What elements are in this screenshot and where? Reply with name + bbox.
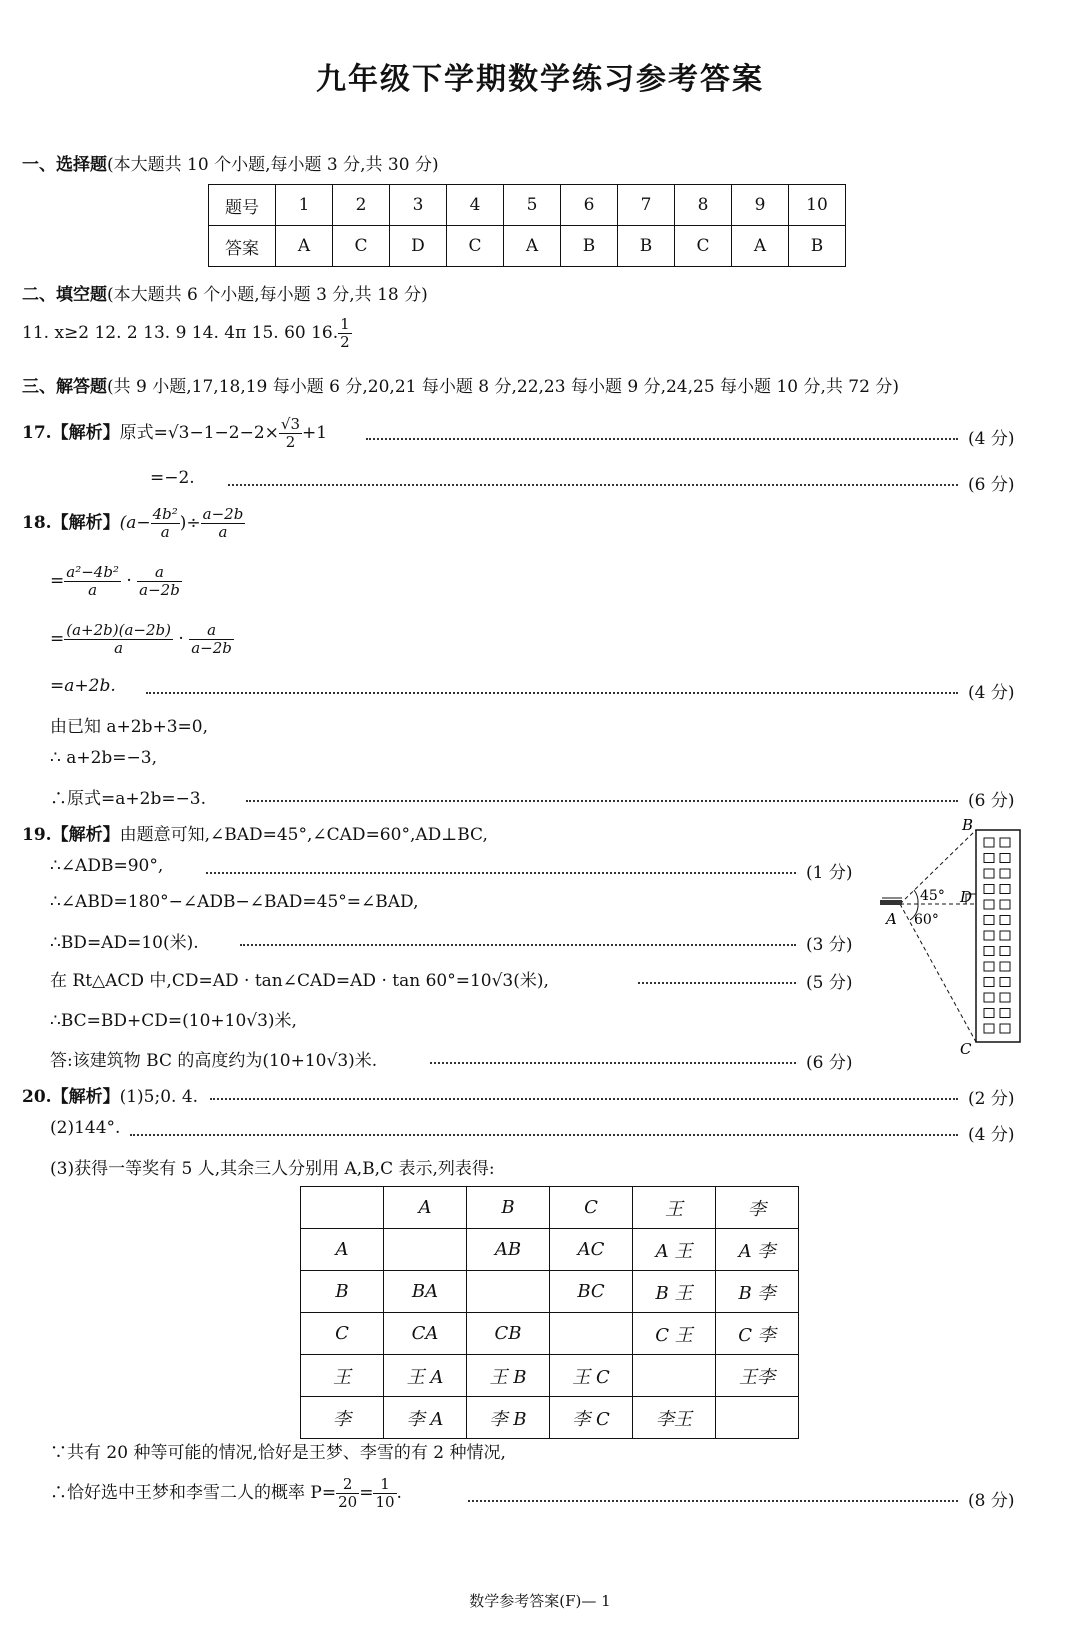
grid-cell: CA (384, 1313, 467, 1355)
grid-cell: B 李 (716, 1271, 799, 1313)
grid-cell: A 王 (633, 1229, 716, 1271)
question-number-cell: 7 (618, 185, 675, 226)
table-row (301, 1397, 799, 1439)
answer-cell: A (276, 226, 333, 267)
grid-cell: BA (384, 1271, 467, 1313)
choice-answer-table (208, 184, 846, 267)
grid-cell: 李 (716, 1187, 799, 1229)
grid-cell: AB (467, 1229, 550, 1271)
answer-cell: B (561, 226, 618, 267)
angle-arc-45 (914, 890, 918, 904)
grid-cell: C 李 (716, 1313, 799, 1355)
answer-cell: B (789, 226, 846, 267)
grid-cell: A 李 (716, 1229, 799, 1271)
fill-answers: 11. x≥2 12. 2 13. 9 14. 4π 15. 60 16. $\frac{1}{2}$ (22, 315, 350, 351)
page-footer: 数学参考答案(F)— 1 (469, 1592, 611, 1610)
q20-line-5: ∴恰好选中王梦和李雪二人的概率 P= $\frac{2}{20}$ = $\frac{1}{10}$ . (50, 1475, 402, 1511)
grid-cell: C 王 (633, 1313, 716, 1355)
label-d: D (960, 888, 973, 906)
label-45: 45° (920, 888, 945, 904)
q20-line-2: (2)144°. (50, 1118, 121, 1138)
answer-cell: A (504, 226, 561, 267)
leader-dots (146, 692, 958, 694)
q17-line-2: =−2. (150, 468, 195, 488)
q19-line-3: ∴∠ABD=180°−∠ADB−∠BAD=45°=∠BAD, (50, 892, 419, 912)
q20-score-2: (4 分) (968, 1125, 1015, 1145)
section-1-heading: 一、选择题(本大题共 10 个小题,每小题 3 分,共 30 分) (22, 155, 439, 175)
section-3-heading: 三、解答题(共 9 小题,17,18,19 每小题 6 分,20,21 每小题 8 分,22,23 每小题 9 分,24,25 每小题 10 分,共 72 分) (22, 377, 899, 397)
question-number-cell: 8 (675, 185, 732, 226)
grid-cell (467, 1271, 550, 1313)
label-b: B (962, 816, 974, 834)
section-2-heading: 二、填空题(本大题共 6 个小题,每小题 3 分,共 18 分) (22, 285, 428, 305)
q20-score-3: (8 分) (968, 1491, 1015, 1511)
question-number-cell: 9 (732, 185, 789, 226)
leader-dots (240, 944, 796, 946)
answer-cell: D (390, 226, 447, 267)
row-label-number: 题号 (209, 185, 276, 226)
leader-dots (210, 1098, 958, 1100)
building-figure (870, 812, 1060, 1062)
question-number-cell: 3 (390, 185, 447, 226)
q18-line-3: = $\frac{(a+2b)(a-2b)}{a}$ · $\frac{a}{a-2b}$ (50, 621, 232, 657)
grid-cell: CB (467, 1313, 550, 1355)
grid-cell: C (550, 1187, 633, 1229)
q19-line-7: 答:该建筑物 BC 的高度约为(10+10√3)米. (50, 1051, 378, 1071)
q19-score-1: (1 分) (806, 863, 853, 883)
q17-score-1: (4 分) (968, 429, 1015, 449)
q18-line-7: ∴原式=a+2b=−3. (50, 789, 207, 809)
answer-cell: A (732, 226, 789, 267)
question-number-cell: 10 (789, 185, 846, 226)
q18-score-2: (6 分) (968, 791, 1015, 811)
leader-dots (228, 484, 958, 486)
label-a: A (886, 910, 897, 928)
q18-line-6: ∴ a+2b=−3, (50, 748, 158, 768)
q18-line-4: =a+2b. (50, 676, 116, 696)
table-row (301, 1313, 799, 1355)
question-number-cell: 2 (333, 185, 390, 226)
grid-cell: C (301, 1313, 384, 1355)
grid-cell: 王 (301, 1355, 384, 1397)
grid-cell: BC (550, 1271, 633, 1313)
leader-dots (130, 1134, 958, 1136)
grid-cell (633, 1355, 716, 1397)
q18-line-5: 由已知 a+2b+3=0, (50, 717, 209, 737)
grid-cell: 王 B (467, 1355, 550, 1397)
grid-cell: 李 A (384, 1397, 467, 1439)
building (976, 830, 1020, 1042)
q19-score-4: (6 分) (806, 1053, 853, 1073)
answer-cell: B (618, 226, 675, 267)
grid-cell: 王 A (384, 1355, 467, 1397)
grid-cell: 李 (301, 1397, 384, 1439)
page-title: 九年级下学期数学练习参考答案 (316, 62, 764, 97)
grid-cell (301, 1187, 384, 1229)
answer-cell: C (447, 226, 504, 267)
q20-line-1: 20.【解析】(1)5;0. 4. (22, 1087, 199, 1107)
q19-line-2: ∴∠ADB=90°, (50, 856, 164, 876)
row-label-answer: 答案 (209, 226, 276, 267)
grid-cell: 李 B (467, 1397, 550, 1439)
answer-cell: C (675, 226, 732, 267)
grid-cell (716, 1397, 799, 1439)
label-c: C (960, 1040, 972, 1058)
grid-cell: 李 C (550, 1397, 633, 1439)
question-number-cell: 5 (504, 185, 561, 226)
grid-cell: B (301, 1271, 384, 1313)
leader-dots (430, 1062, 796, 1064)
grid-cell: AC (550, 1229, 633, 1271)
grid-cell: 王李 (716, 1355, 799, 1397)
q19-line-5: 在 Rt△ACD 中,CD=AD · tan∠CAD=AD · tan 60°=10√3(米), (50, 971, 549, 991)
q18-line-1: 18.【解析】(a− $\frac{\text{4b²}}{a}$ )÷ $\frac{a-2b}{a}$ (22, 505, 244, 541)
q19-score-2: (3 分) (806, 935, 853, 955)
grid-cell: B 王 (633, 1271, 716, 1313)
answer-cell: C (333, 226, 390, 267)
question-number-cell: 4 (447, 185, 504, 226)
combination-table (300, 1186, 799, 1439)
q17-score-2: (6 分) (968, 475, 1015, 495)
grid-cell: 李王 (633, 1397, 716, 1439)
question-number-cell: 1 (276, 185, 333, 226)
question-number-cell: 6 (561, 185, 618, 226)
table-row (301, 1271, 799, 1313)
q18-score-1: (4 分) (968, 683, 1015, 703)
grid-cell: B (467, 1187, 550, 1229)
grid-cell (550, 1313, 633, 1355)
q18-line-2: = $\frac{\text{a²−4b²}}{a}$ · $\frac{a}{a-2b}$ (50, 563, 180, 599)
grid-cell: A (384, 1187, 467, 1229)
q19-line-4: ∴BD=AD=10(米). (50, 933, 199, 953)
q19-line-6: ∴BC=BD+CD=(10+10√3)米, (50, 1011, 297, 1031)
table-row (301, 1187, 799, 1229)
leader-dots (246, 800, 958, 802)
grid-cell: 王 C (550, 1355, 633, 1397)
grid-cell: 王 (633, 1187, 716, 1229)
q20-score-1: (2 分) (968, 1089, 1015, 1109)
leader-dots (638, 982, 796, 984)
grid-cell (384, 1229, 467, 1271)
q20-line-3: (3)获得一等奖有 5 人,其余三人分别用 A,B,C 表示,列表得: (50, 1159, 495, 1179)
leader-dots (366, 438, 958, 440)
q17-line-1: 17.【解析】原式=√3−1−2−2× $\frac{√3}{2}$ +1 (22, 415, 328, 451)
label-60: 60° (914, 912, 939, 928)
table-row (301, 1355, 799, 1397)
leader-dots (468, 1500, 958, 1502)
observer-drone (880, 900, 902, 905)
q19-score-3: (5 分) (806, 973, 853, 993)
table-row (301, 1229, 799, 1271)
q19-line-1: 19.【解析】由题意可知,∠BAD=45°,∠CAD=60°,AD⊥BC, (22, 825, 488, 845)
leader-dots (206, 872, 796, 874)
grid-cell: A (301, 1229, 384, 1271)
q20-line-4: ∵共有 20 种等可能的情况,恰好是王梦、李雪的有 2 种情况, (50, 1443, 506, 1463)
